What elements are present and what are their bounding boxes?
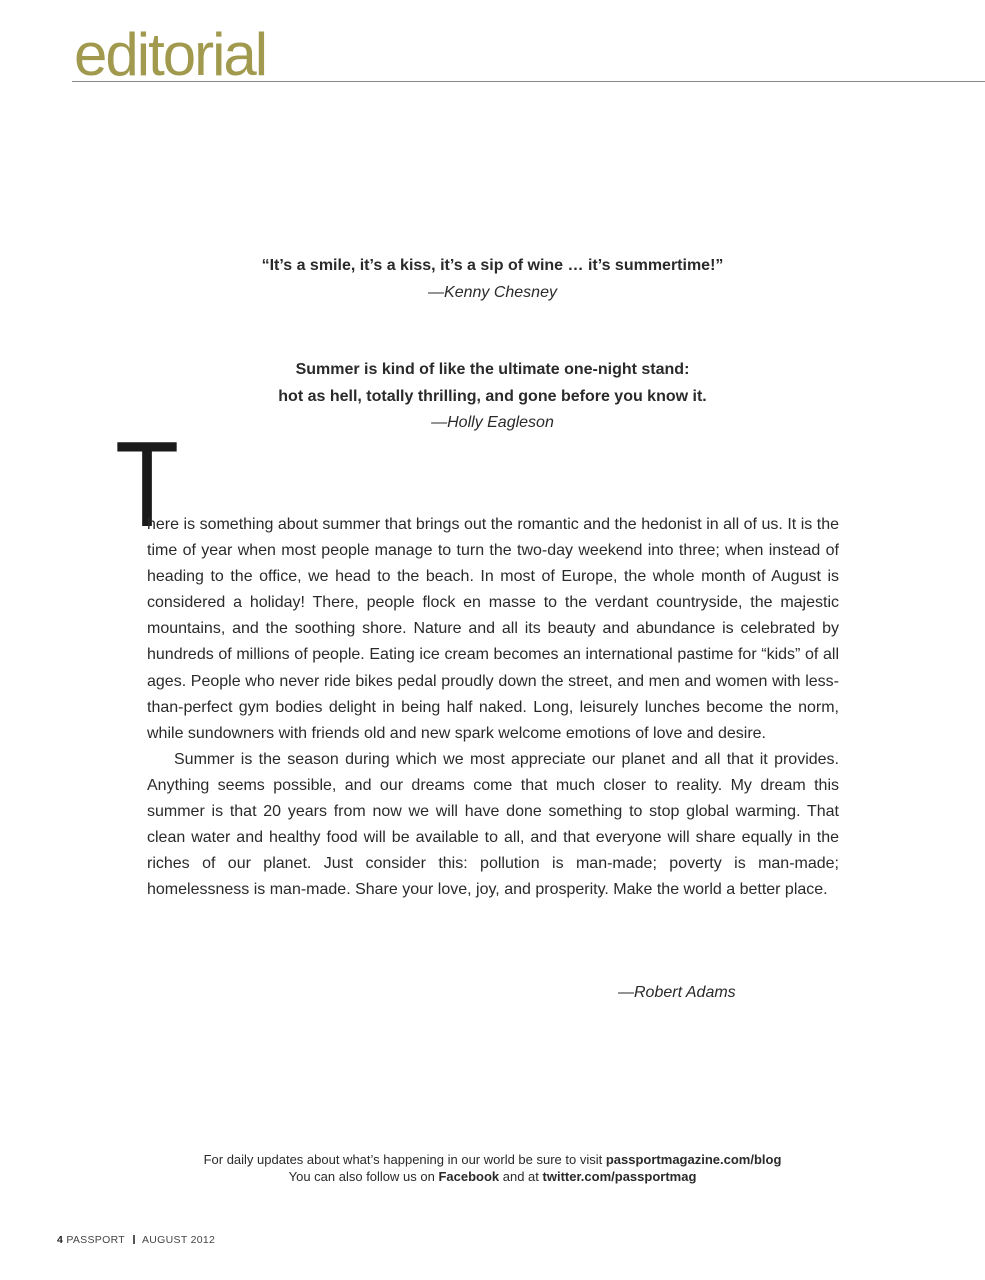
article-paragraph-2: Summer is the season during which we most appreciate our planet and all that it provides. Anything seems possible, and our dreams come that much closer to reality. My dream this summer is that 20 years from now we will have done something to stop global warming. That clean water and healthy food will be available to all, and that everyone will share equally in the riches of our planet. Just consider this: pollution is man-made; poverty is man-made; homelessness is man-made. Share your love, joy, and prosperity. Make the world a better place. — [147, 750, 839, 899]
folio-separator — [133, 1235, 135, 1244]
title-rule — [72, 81, 985, 82]
article-body — [147, 512, 839, 903]
quote-kenny-chesney — [0, 253, 985, 306]
footer-line-2 — [0, 1168, 985, 1185]
footer-text: and at — [499, 1169, 543, 1184]
page-folio — [57, 1234, 215, 1246]
quote-text: “It’s a smile, it’s a kiss, it’s a sip of wine … it’s summertime!” — [261, 257, 724, 274]
blog-link[interactable]: passportmagazine.com/blog — [605, 1152, 782, 1167]
quote-attribution: —Kenny Chesney — [428, 283, 557, 301]
footer-note — [0, 1151, 985, 1185]
article-paragraph-1: here is something about summer that brings out the romantic and the hedonist in all of us. It is the time of year when most people manage to turn the two-day weekend into three; when instead of heading to the office, we head to the beach. In most of Europe, the whole month of August is considered a holiday! There, people flock en masse to the verdant countryside, the majestic mountains, and the soothing shore. Nature and all its beauty and abundance is celebrated by hundreds of millions of people. Eating ice cream becomes an international pastime for “kids” of all ages. People who never ride bikes pedal proudly down the street, and men and women with less-than-perfect gym bodies delight in being half naked. Long, leisurely lunches become the norm, while sundowners with friends old and new spark welcome emotions of love and desire. — [147, 516, 839, 742]
section-title: editorial — [74, 21, 267, 88]
quote-text-line-1: Summer is kind of like the ultimate one-night stand: — [295, 361, 690, 378]
footer-text: For daily updates about what’s happening in our world be sure to visit — [203, 1152, 606, 1167]
magazine-name: PASSPORT — [66, 1234, 125, 1246]
footer-line-1 — [0, 1151, 985, 1168]
issue-date: AUGUST 2012 — [141, 1234, 216, 1246]
quote-text-line-2: hot as hell, totally thrilling, and gone before you know it. — [278, 387, 707, 405]
page-number: 4 — [57, 1234, 64, 1246]
facebook-link[interactable]: Facebook — [438, 1169, 500, 1184]
twitter-link[interactable]: twitter.com/passportmag — [542, 1169, 697, 1184]
drop-cap: T — [115, 416, 180, 552]
quote-attribution: —Holly Eagleson — [431, 414, 554, 431]
footer-text: You can also follow us on — [288, 1169, 439, 1184]
author-signature: —Robert Adams — [618, 984, 736, 1001]
